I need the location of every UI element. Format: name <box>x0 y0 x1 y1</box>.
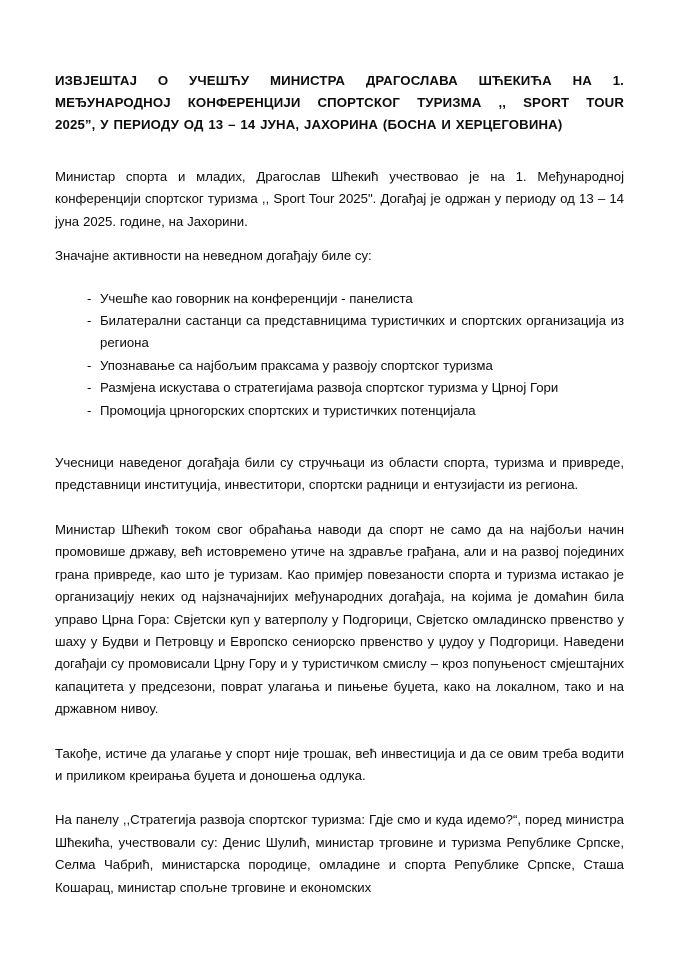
page-title-line-3: 2025”, У ПЕРИОДУ ОД 13 – 14 ЈУНА, ЈАХОРИНА (БОСНА И ХЕРЦЕГОВИНА) <box>55 117 563 132</box>
paragraph-panel: На панелу ,,Стратегија развоја спортског туризма: Гдје смо и куда идемо?“, поред министра Шћекића, учествовали су: Денис Шулић, министар трговине и туризма Републике Српске, Селма Чабрић, министарска породице, омладине и спорта Републике Српске, Сташа Кошарац, министар спољне трговине и економских <box>55 812 624 895</box>
spacer-before-panel <box>55 787 624 809</box>
list-item: - Билатерални састанци са представницима туристичких и спортских организација из региона <box>55 310 624 355</box>
list-item: - Упознавање са најбољим праксама у развоју спортског туризма <box>55 355 624 377</box>
list-item: - Учешће као говорник на конференцији - панелиста <box>55 288 624 310</box>
paragraph-investment-note: Такође, истиче да улагање у спорт није трошак, већ инвестиција и да се овим треба водити и приликом креирања буџета и доношења одлука. <box>55 745 624 783</box>
activities-list <box>55 288 624 422</box>
paragraph-intro: Министар спорта и младих, Драгослав Шћекић учествовао је на 1. Међународној конференцији спортског туризма ,, Sport Tour 2025". Догађај је одржан у периоду од 13 – 14 јуна 2025. године, на Јахорини. <box>55 169 624 229</box>
paragraph-minister-statement: Министар Шћекић током свог обраћања наводи да спорт не само да на најбољи начин промовише државу, већ истовремено утиче на здравље грађана, али и на развој појединих грана привреде, као што је туризам. Као примјер повезаности спорта и туризма истакао је организацију неких од најзначајнијих међународних догађаја, на којима је домаћин била управо Црна Гора: Свјетски куп у ватерполу у Подгорици, Свјетско омладинско првенство у шаху у Будви и Петровцу и Европско сениорско првенство у џудоу у Подгорици. Наведени догађаји су промовисали Црну Гору и у туристичком смислу – кроз попуњеност смјештајних капацитета у предсезони, поврат улагања и пињење буџета, како на локалном, тако и на државном нивоу. <box>55 521 624 717</box>
document-content <box>55 70 624 899</box>
spacer-before-list <box>55 268 624 288</box>
list-item: - Размјена искустава о стратегијама развоја спортског туризма у Црној Гори <box>55 377 624 399</box>
spacer-before-minister-statement <box>55 497 624 519</box>
activities-lead-text: Значајне активности на неведном догађају биле су: <box>55 248 372 264</box>
page-title-line-1: ИЗВЈЕШТАЈ О УЧЕШЋУ МИНИСТРА ДРАГОСЛАВА ШЋЕКИЋА НА 1. <box>55 73 624 88</box>
page-title-line-2: МЕЂУНАРОДНОЈ КОНФЕРЕНЦИЈИ СПОРТСКОГ ТУРИЗМА ,, SPORT TOUR <box>55 95 624 110</box>
paragraph-participants: Учесници наведеног догађаја били су стручњаци из области спорта, туризма и привреде, представници институција, инвеститори, спортски радници и ентузијасти из региона. <box>55 455 624 493</box>
spacer-before-investment-note <box>55 721 624 743</box>
spacer-before-activities-lead <box>55 233 624 245</box>
spacer-after-title <box>55 136 624 166</box>
list-item: - Промоција црногорских спортских и туристичких потенцијала <box>55 400 624 422</box>
spacer-after-list <box>55 422 624 452</box>
page-title <box>55 70 624 136</box>
